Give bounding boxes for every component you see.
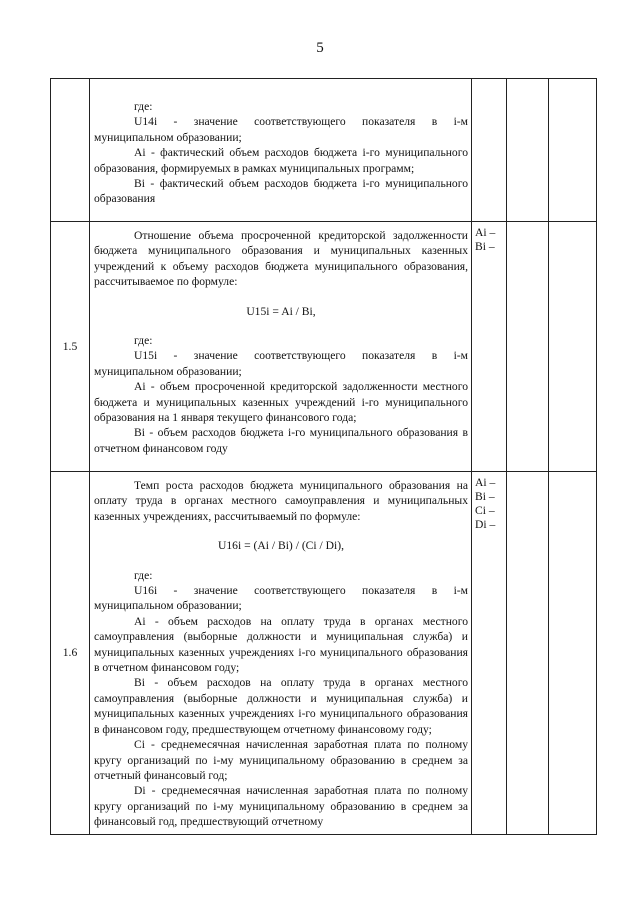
definition-text: Ci - среднемесячная начисленная заработная плата по полному кругу организаций по i-му муниципальному образованию в среднем за отчетный финансовый год; [94,738,468,782]
variable-label: Ai – [475,226,496,239]
description-cell [90,222,472,472]
empty-cell [549,222,597,472]
row-number-cell: 1.5 [51,222,90,472]
variable-label: Ai – [475,476,496,489]
variable-label: Di – [475,518,496,531]
table-row [51,472,597,835]
description-cell [90,472,472,835]
variable-label: Bi – [475,490,495,503]
variables-cell [472,472,507,835]
where-label: где: [134,568,153,582]
variables-cell [472,79,507,222]
definition-text: U16i - значение соответствующего показателя в i-м муниципальном образовании; [94,584,468,613]
empty-cell [507,472,549,835]
definition-text: Ai - фактический объем расходов бюджета i-го муниципального образования, формируемых в рамках муниципальных программ; [94,146,468,175]
where-label: где: [134,334,153,348]
definition-text: Bi - фактический объем расходов бюджета i-го муниципального образования [94,177,468,206]
empty-cell [507,222,549,472]
page-number: 5 [316,40,324,56]
indicators-table [50,78,597,835]
variable-label: Ci – [475,504,495,517]
table-row [51,222,597,472]
definition-text: Bi - объем расходов бюджета i-го муниципального образования в отчетном финансовом году [94,426,468,455]
formula: U15i = Ai / Bi, [246,304,316,318]
formula: U16i = (Ai / Bi) / (Ci / Di), [217,539,344,553]
empty-cell [549,79,597,222]
definition-text: U14i - значение соответствующего показателя в i-м муниципальном образовании; [94,115,468,144]
definition-text: Di - среднемесячная начисленная заработная плата по полному кругу организаций по i-му муниципальному образованию в среднем за финансовый год, предшествующий отчетному [94,784,468,829]
indicator-intro: Отношение объема просроченной кредиторской задолженности бюджета муниципального образования и муниципальных казенных учреждений к объему расходов бюджета муниципального образования, рассчитываемое по формуле: [94,229,468,289]
row-number-cell [51,79,90,222]
empty-cell [507,79,549,222]
definition-text: Bi - объем расходов на оплату труда в органах местного самоуправления (выборные должности и муниципальная служба) и муниципальных казенных учреждениях i-го муниципального образования в финансовом году, предшествующем отчетному финансовому году; [94,676,468,736]
definition-text: U15i - значение соответствующего показателя в i-м муниципальном образовании; [94,349,468,378]
empty-cell [549,472,597,835]
row-number-cell: 1.6 [51,472,90,835]
where-label: где: [134,100,153,113]
indicator-intro: Темп роста расходов бюджета муниципального образования на оплату труда в органах местного самоуправления и муниципальных казенных учреждениях, рассчитываемый по формуле: [94,479,468,523]
table-row [51,79,597,222]
definition-text: Ai - объем расходов на оплату труда в органах местного самоуправления (выборные должности и муниципальная служба) и муниципальных казенных учреждениях i-го муниципального образования в отчетном финансовом году; [94,614,468,675]
variable-label: Bi – [475,240,495,253]
description-cell [90,79,472,222]
definition-text: Ai - объем просроченной кредиторской задолженности местного бюджета и муниципальных казенных учреждений i-го муниципального образования на 1 января текущего финансового года; [94,380,468,425]
variables-cell [472,222,507,472]
